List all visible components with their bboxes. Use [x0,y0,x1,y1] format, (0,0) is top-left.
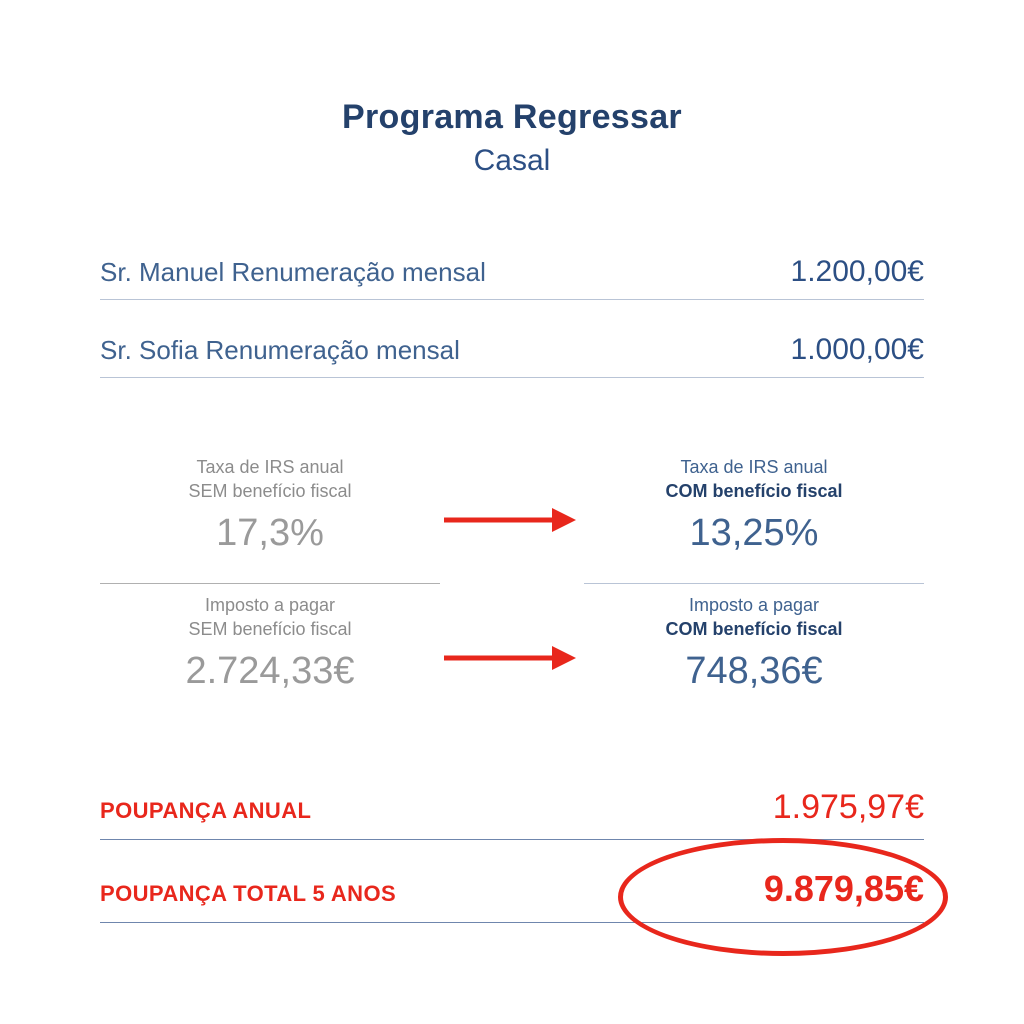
page-title: Programa Regressar [342,98,682,136]
tax-without-benefit [100,593,440,693]
rate-without-caption [100,455,440,504]
rate-without-benefit [100,455,440,555]
arrow-right-icon [440,500,580,540]
savings-annual-value: 1.975,97€ [772,788,924,826]
tax-with-caption-line1: Imposto a pagar [688,595,820,615]
page-subtitle: Casal [473,144,551,178]
salary-label: Sr. Manuel Renumeração mensal [100,257,486,287]
rate-without-value: 17,3% [216,511,324,554]
savings-total-label: POUPANÇA TOTAL 5 ANOS [100,881,397,906]
salary-row [100,333,924,378]
savings-total-row [100,868,924,923]
savings-annual-label: POUPANÇA ANUAL [100,798,312,823]
divider-right [584,583,924,584]
salary-value: 1.200,00€ [790,255,924,288]
comparison-grid [100,455,924,725]
arrow-right-icon [440,638,580,678]
tax-with-caption-line2: COM benefício fiscal [665,619,843,640]
rate-with-caption [584,455,924,504]
savings-annual-row [100,788,924,840]
salary-value: 1.000,00€ [790,333,924,366]
savings-total-value: 9.879,85€ [763,868,924,909]
salary-row [100,255,924,300]
rate-with-value: 13,25% [689,511,819,554]
tax-without-caption-line2: SEM benefício fiscal [188,619,352,640]
tax-with-benefit [584,593,924,693]
tax-without-caption-line1: Imposto a pagar [204,595,336,615]
salary-label: Sr. Sofia Renumeração mensal [100,335,460,365]
rate-with-caption-line2: COM benefício fiscal [665,481,843,502]
tax-with-caption [584,593,924,642]
rate-with-benefit [584,455,924,555]
rate-without-caption-line1: Taxa de IRS anual [196,457,344,477]
divider-left [100,583,440,584]
tax-with-value: 748,36€ [685,649,823,692]
rate-with-caption-line1: Taxa de IRS anual [680,457,828,477]
tax-without-caption [100,593,440,642]
rate-without-caption-line2: SEM benefício fiscal [188,481,352,502]
title-block [0,98,1024,180]
tax-without-value: 2.724,33€ [185,649,355,692]
